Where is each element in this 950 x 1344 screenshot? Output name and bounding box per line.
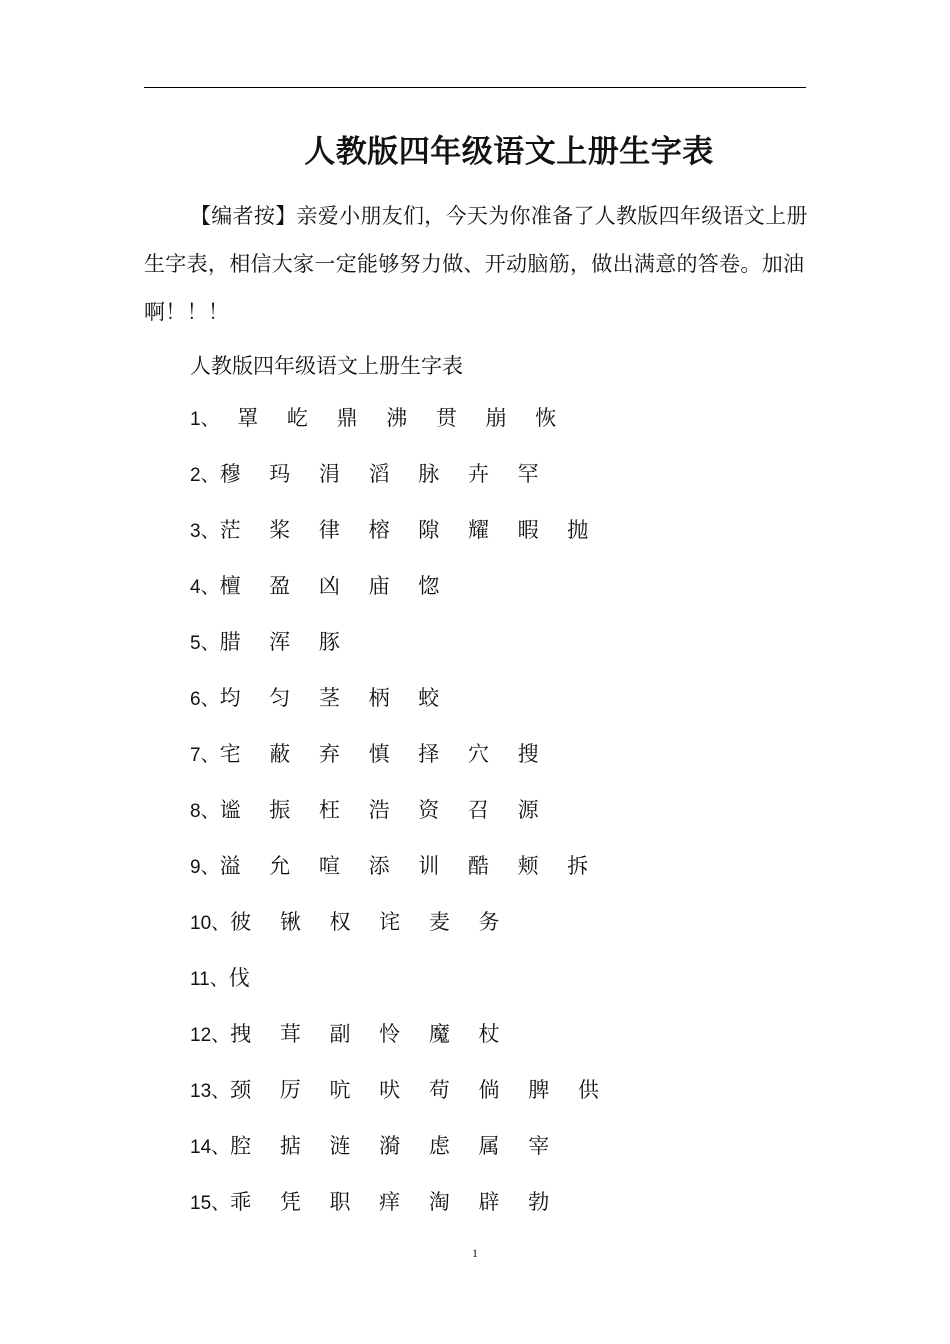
list-item	[190, 454, 610, 510]
item-number: 6、	[190, 689, 220, 710]
item-number: 12、	[190, 1025, 231, 1046]
item-number: 15、	[190, 1193, 231, 1214]
item-characters: 溢 允 喧 添 训 酷 颊 拆	[219, 854, 600, 878]
item-number: 2、	[190, 465, 220, 486]
item-number: 8、	[190, 801, 220, 822]
item-characters: 腊 浑 豚	[219, 630, 351, 654]
item-number: 10、	[190, 913, 231, 934]
item-number: 13、	[190, 1081, 231, 1102]
item-characters: 谧 振 枉 浩 资 召 源	[219, 798, 550, 822]
item-characters: 乖 凭 职 痒 淘 辟 勃	[230, 1190, 561, 1214]
item-characters: 颈 厉 吭 吠 苟 倘 脾 供	[230, 1078, 610, 1102]
item-number: 3、	[190, 521, 220, 542]
section-subtitle: 人教版四年级语文上册生字表	[190, 354, 463, 378]
list-item	[190, 734, 610, 790]
item-characters: 拽 茸 副 怜 魔 杖	[230, 1022, 511, 1046]
list-item	[190, 622, 610, 678]
item-characters: 均 匀 茎 柄 蛟	[219, 686, 451, 710]
page-title: 人教版四年级语文上册生字表	[304, 134, 714, 170]
header-rule	[144, 87, 806, 88]
list-item	[190, 510, 610, 566]
item-characters: 彼 锹 权 诧 麦 务	[230, 910, 511, 934]
item-characters: 茫 桨 律 榕 隙 耀 暇 抛	[219, 518, 600, 542]
item-number: 7、	[190, 745, 220, 766]
item-number: 4、	[190, 577, 220, 598]
item-number: 11、	[190, 969, 229, 990]
item-number: 14、	[190, 1137, 231, 1158]
list-item	[190, 1126, 610, 1182]
list-item	[190, 958, 610, 1014]
item-characters: 伐	[228, 966, 261, 990]
item-characters: 腔 掂 涟 漪 虑 属 宰	[230, 1134, 561, 1158]
editor-note-paragraph: 【编者按】亲爱小朋友们，今天为你准备了人教版四年级语文上册生字表，相信大家一定能够努力做、开动脑筋，做出满意的答卷。加油啊！！！	[144, 204, 808, 324]
item-characters: 穆 玛 涓 滔 脉 卉 罕	[219, 462, 550, 486]
page-number: 1	[472, 1246, 478, 1260]
item-number: 9、	[190, 857, 220, 878]
list-item	[190, 566, 610, 622]
list-item	[190, 1182, 610, 1238]
item-number: 5、	[190, 633, 220, 654]
item-characters: 檀 盈 凶 庙 惚	[219, 574, 451, 598]
item-characters: 罩 屹 鼎 沸 贯 崩 恢	[219, 406, 568, 430]
item-number: 1、	[190, 409, 220, 430]
list-item	[190, 846, 610, 902]
list-item	[190, 1070, 610, 1126]
list-item	[190, 790, 610, 846]
list-item	[190, 398, 610, 454]
list-item	[190, 902, 610, 958]
list-item	[190, 1014, 610, 1070]
item-characters: 宅 蔽 弃 慎 择 穴 搜	[219, 742, 550, 766]
character-list	[190, 398, 610, 1238]
list-item	[190, 678, 610, 734]
